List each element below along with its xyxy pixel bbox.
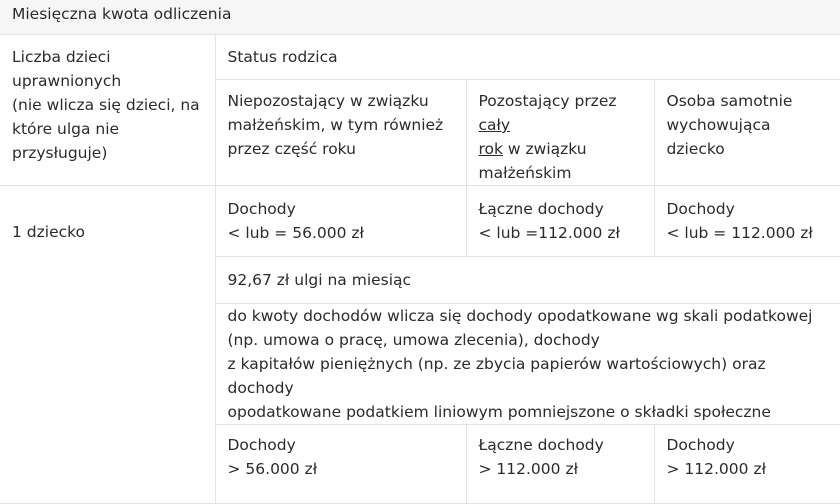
one-child-label: 1 dziecko: [0, 186, 215, 504]
table-title: Miesięczna kwota odliczenia: [0, 0, 840, 35]
status-married-full-year-header: Pozostający przez cały rok w związku małżeńskim: [466, 80, 654, 186]
table-title-row: [0, 0, 840, 35]
underlined-full: cały: [478, 116, 511, 134]
status-single-parent-header: Osoba samotnie wychowująca dziecko: [654, 80, 840, 186]
status-header-row: [0, 35, 840, 80]
relief-amount: 92,67 zł ulgi na miesiąc: [215, 257, 840, 304]
income-note: do kwoty dochodów wlicza się dochody opodatkowane wg skali podatkowej (np. umowa o pracę, umowa zlecenia), dochody z kapitałów pieniężnych (np. ze zbycia papierów wartościowych) oraz dochody opodatkowane podatkiem liniowym pomniejszone o składki społeczne: [215, 304, 840, 425]
underlined-year: rok: [478, 140, 503, 158]
income-above-cell: Łączne dochody > 112.000 zł: [466, 425, 654, 504]
children-count-header: Liczba dzieci uprawnionych (nie wlicza się dzieci, na które ulga nie przysługuje): [0, 35, 215, 186]
parent-status-header: Status rodzica: [215, 35, 840, 80]
income-above-cell: Dochody > 112.000 zł: [654, 425, 840, 504]
income-limit-cell: Łączne dochody < lub =112.000 zł: [466, 186, 654, 257]
income-limit-cell: Dochody < lub = 56.000 zł: [215, 186, 466, 257]
income-above-cell: Dochody > 56.000 zł: [215, 425, 466, 504]
income-limit-row: [0, 186, 840, 257]
status-unmarried-header: Niepozostający w związku małżeńskim, w tym również przez część roku: [215, 80, 466, 186]
income-limit-cell: Dochody < lub = 112.000 zł: [654, 186, 840, 257]
